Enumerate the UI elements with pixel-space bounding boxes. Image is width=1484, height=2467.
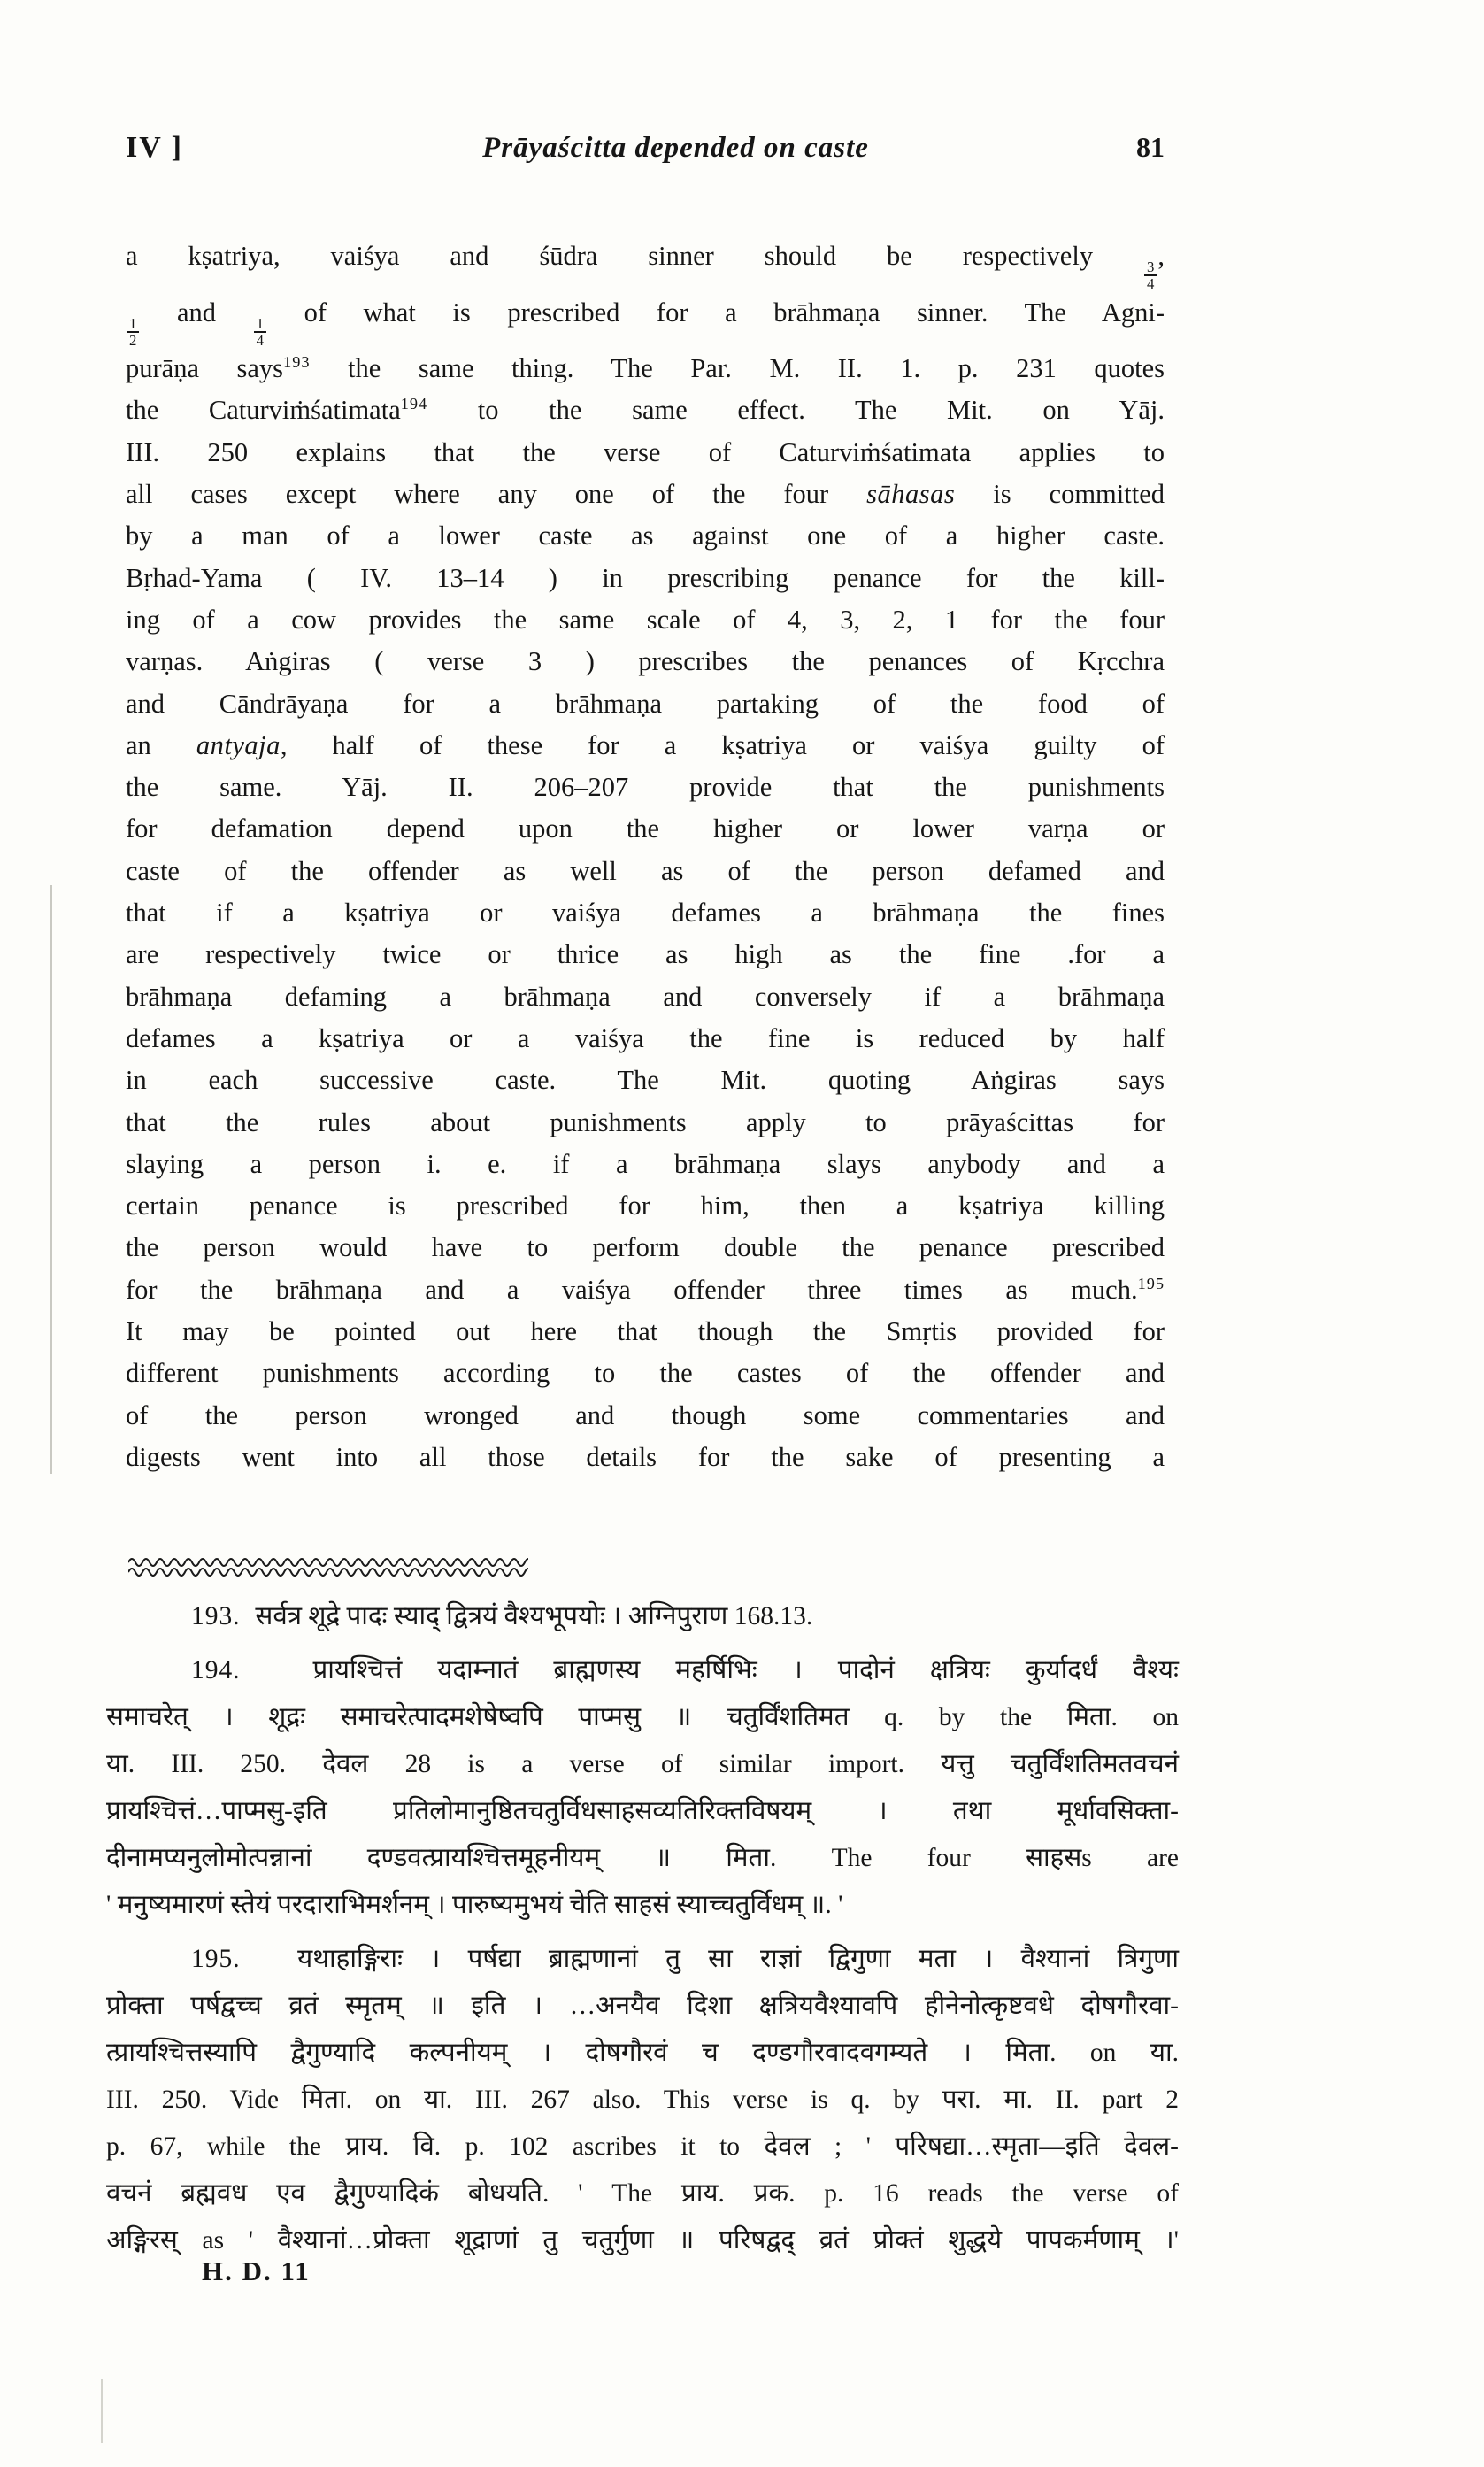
stacked-fraction: $\frac{1}{2}$ <box>126 316 140 348</box>
body-line: by a man of a lower caste as against one of a higher caste. <box>126 520 1165 551</box>
body-line: and Cāndrāyaṇa for a brāhmaṇa partaking of the food of <box>126 688 1165 719</box>
body-line: for the brāhmaṇa and a vaiśya offender three times as much.$^{195}$ <box>126 1274 1165 1305</box>
footnote-line: 194. प्रायश्चित्तं यदाम्नातं ब्राह्मणस्य महर्षिभिः । पादोनं क्षत्रियः कुर्यादर्धं वैश्यः <box>191 1656 1179 1684</box>
body-line: are respectively twice or thrice as high as the fine .for a <box>126 939 1165 970</box>
page-header <box>126 131 1165 165</box>
body-line: an antyaja, half of these for a kṣatriya or vaiśya guilty of <box>126 729 1165 760</box>
footnote-line: वचनं ब्रह्मवध एव द्वैगुण्यादिकं बोधयति. ' The प्राय. प्रक. p. 16 reads the verse of <box>106 2179 1179 2208</box>
body-line: III. 250 explains that the verse of Caturviṁśatimata applies to <box>126 436 1165 467</box>
body-line: $\frac{1}{2}$ and $\frac{1}{4}$ of what is prescribed for a brāhmaṇa sinner. The Agni- <box>126 292 1165 349</box>
footnote-line: त्प्रायश्चित्तस्यापि द्वैगुण्यादि कल्पनीयम् । दोषगौरवं च दण्डगौरवादवगम्यते । मिता. on या. <box>106 2039 1179 2067</box>
body-line: that the rules about punishments apply to prāyaścittas for <box>126 1106 1165 1137</box>
stacked-fraction: $\frac{1}{4}$ <box>253 316 267 348</box>
body-line: Bṛhad-Yama ( IV. 13–14 ) in prescribing penance for the kill- <box>126 562 1165 593</box>
footnote-195 <box>106 1936 1179 2264</box>
body-line: brāhmaṇa defaming a brāhmaṇa and conversely if a brāhmaṇa <box>126 981 1165 1012</box>
body-line: digests went into all those details for the sake of presenting a <box>126 1441 1165 1472</box>
footnote-line: प्रोक्ता पर्षद्वच्च व्रतं स्मृतम् ॥ इति । …अनयैव दिशा क्षत्रियवैश्यावपि हीनेनोत्कृष्टवधे दोषगौरवा- <box>106 1992 1179 2020</box>
body-line: varṇas. Aṅgiras ( verse 3 ) prescribes the penances of Kṛcchra <box>126 646 1165 677</box>
body-line: the person would have to perform double the penance prescribed <box>126 1232 1165 1263</box>
footnote-line: 193. सर्वत्र शूद्रे पादः स्याद् द्वित्रयं वैश्यभूपयोः । अग्निपुराण 168.13. <box>191 1602 813 1631</box>
chapter-marker: IV ] <box>126 131 183 164</box>
body-line: the Caturviṁśatimata$^{194}$ to the same effect. The Mit. on Yāj. <box>126 395 1165 426</box>
body-paragraph <box>126 235 1165 1478</box>
stacked-fraction: $\frac{3}{4}$ <box>1143 259 1157 291</box>
italic-term: sāhasas <box>866 479 956 510</box>
italic-term: antyaja <box>196 729 281 760</box>
running-title: Prāyaścitta depended on caste <box>482 132 869 164</box>
scan-artifact <box>101 2379 103 2443</box>
footnote-193 <box>106 1593 1179 1640</box>
footnote-line: समाचरेत् । शूद्रः समाचरेत्पादमशेषेष्वपि पाप्मसु ॥ चतुर्विंशतिमत q. by the मिता. on <box>106 1703 1179 1731</box>
footnote-line: दीनामप्यनुलोमोत्पन्नानां दण्डवत्प्रायश्चित्तमूहनीयम् ॥ मिता. The four साहसs are <box>106 1844 1179 1872</box>
body-line: caste of the offender as well as of the person defamed and <box>126 855 1165 886</box>
body-line: for defamation depend upon the higher or lower varṇa or <box>126 813 1165 844</box>
footnote-line: प्रायश्चित्तं…पाप्मसु-इति प्रतिलोमानुष्ठितचतुर्विधसाहसव्यतिरिक्तविषयम् । तथा मूर्धावसिक्ता- <box>106 1797 1179 1825</box>
footnote-separator <box>128 1554 528 1577</box>
footnote-line: 195. यथाहाङ्गिराः । पर्षद्या ब्राह्मणानां तु सा राज्ञां द्विगुणा मता । वैश्यानां त्रिगुणा <box>191 1945 1180 1973</box>
page-number: 81 <box>1136 131 1165 163</box>
body-line: all cases except where any one of the four sāhasas is committed <box>126 479 1165 510</box>
body-line: of the person wronged and though some commentaries and <box>126 1399 1165 1430</box>
body-line: in each successive caste. The Mit. quoting Aṅgiras says <box>126 1065 1165 1096</box>
footnote-line: या. III. 250. देवल 28 is a verse of similar import. यत्तु चतुर्विंशतिमतवचनं <box>106 1750 1179 1778</box>
footnote-number: 193. <box>191 1602 256 1631</box>
footnote-line: p. 67, while the प्राय. वि. p. 102 ascribes it to देवल ; ' परिषद्या…स्मृता—इति देवल- <box>106 2132 1179 2161</box>
scan-artifact <box>50 885 52 1474</box>
footnote-line: अङ्गिरस् as ' वैश्यानां…प्रोक्ता शूद्राणां तु चतुर्गुणा ॥ परिषद्वद् व्रतं प्रोक्तं शुद्धये पापकर्मणाम् ।' <box>106 2226 1179 2255</box>
footnote-reference: 193 <box>283 353 311 372</box>
footnote-reference: 194 <box>400 395 428 413</box>
body-line: It may be pointed out here that though the Smṛtis provided for <box>126 1316 1165 1347</box>
footnote-number: 195. <box>191 1945 298 1973</box>
footnote-line: ' मनुष्यमारणं स्तेयं परदाराभिमर्शनम् । पारुष्यमुभयं चेति साहसं स्याच्चतुर्विधम् ॥. ' <box>106 1891 843 1919</box>
footnote-number: 194. <box>191 1656 313 1684</box>
footnote-194 <box>106 1647 1179 1929</box>
footnotes <box>106 1593 1179 2271</box>
body-line: that if a kṣatriya or vaiśya defames a brāhmaṇa the fines <box>126 898 1165 929</box>
body-line: defames a kṣatriya or a vaiśya the fine is reduced by half <box>126 1022 1165 1053</box>
body-line: different punishments according to the castes of the offender and <box>126 1358 1165 1389</box>
wavy-rule-icon <box>128 1554 528 1577</box>
body-line: slaying a person i. e. if a brāhmaṇa slays anybody and a <box>126 1148 1165 1179</box>
body-line: certain penance is prescribed for him, then a kṣatriya killing <box>126 1191 1165 1222</box>
body-line: the same. Yāj. II. 206–207 provide that the punishments <box>126 772 1165 803</box>
footnote-reference: 195 <box>1137 1274 1165 1292</box>
footnote-line: III. 250. Vide मिता. on या. III. 267 also. This verse is q. by परा. मा. II. part 2 <box>106 2085 1179 2114</box>
volume-signature: H. D. 11 <box>202 2255 311 2286</box>
body-line: a kṣatriya, vaiśya and śūdra sinner should be respectively $\frac{3}{4}$ , <box>126 241 1165 293</box>
body-line: ing of a cow provides the same scale of 4, 3, 2, 1 for the four <box>126 604 1165 635</box>
body-line: purāṇa says$^{193}$ the same thing. The Par. M. II. 1. p. 231 quotes <box>126 353 1165 384</box>
